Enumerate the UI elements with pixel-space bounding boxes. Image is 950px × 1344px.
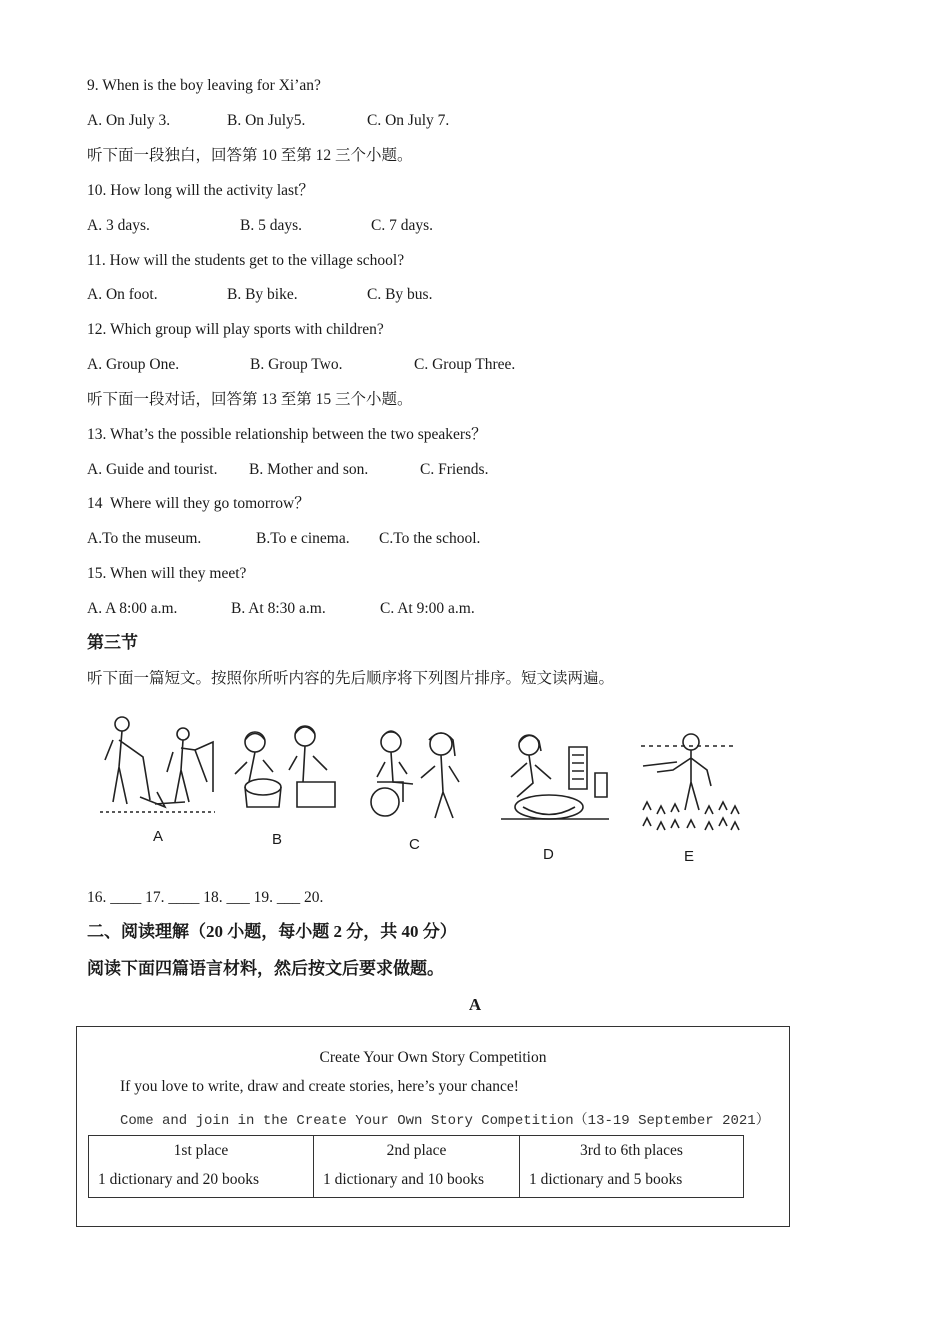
picture-label-a: A — [153, 828, 164, 845]
option-b: B. Mother and son. — [249, 461, 369, 478]
prize-place: 3rd to 6th places — [580, 1142, 683, 1159]
prize-cell — [89, 1136, 314, 1198]
section3-description: 听下面一篇短文。按照你所听内容的先后顺序将下列图片排序。短文读两遍。 — [87, 670, 615, 687]
option-a: A. Group One. — [87, 356, 180, 373]
picture-d-washing — [497, 727, 612, 829]
prize-place: 2nd place — [386, 1142, 447, 1159]
option-c: C.To the school. — [379, 530, 481, 547]
option-c: C. On July 7. — [367, 112, 450, 129]
part2-title: 二、阅读理解（20 小题，每小题 2 分，共 40 分） — [87, 922, 457, 941]
question-12: 12. Which group will play sports with children? — [87, 321, 384, 338]
option-a: A.To the museum. — [87, 530, 202, 547]
question-15: 15. When will they meet? — [87, 565, 247, 582]
dialogue-instruction: 听下面一段对话，回答第 13 至第 15 三个小题。 — [87, 391, 413, 408]
option-a: A. Guide and tourist. — [87, 461, 218, 478]
monologue-instruction: 听下面一段独白，回答第 10 至第 12 三个小题。 — [87, 147, 413, 164]
picture-label-d: D — [543, 846, 554, 863]
picture-c-wheelchair — [363, 722, 468, 824]
option-b: B. Group Two. — [250, 356, 343, 373]
notice-intro: If you love to write, draw and create stories, here’s your chance! — [120, 1078, 519, 1095]
option-c: C. By bus. — [367, 286, 433, 303]
prize-reward: 1 dictionary and 20 books — [98, 1171, 260, 1188]
picture-label-c: C — [409, 836, 420, 853]
option-c: C. At 9:00 a.m. — [380, 600, 475, 617]
option-b: B. At 8:30 a.m. — [231, 600, 326, 617]
picture-b-cooking — [227, 712, 342, 814]
prize-place: 1st place — [173, 1142, 229, 1159]
competition-notice — [76, 1026, 790, 1227]
option-c: C. Friends. — [420, 461, 489, 478]
option-a: A. On July 3. — [87, 112, 171, 129]
option-b: B.To e cinema. — [256, 530, 350, 547]
passage-label: A — [468, 995, 482, 1014]
option-b: B. 5 days. — [240, 217, 302, 234]
prizes-table — [88, 1135, 744, 1198]
question-11: 11. How will the students get to the village school? — [87, 252, 405, 269]
notice-dates: Come and join in the Create Your Own Story Competition（13-19 September 2021） — [120, 1113, 770, 1129]
option-c: C. 7 days. — [371, 217, 433, 234]
option-b: B. On July5. — [227, 112, 306, 129]
picture-label-b: B — [272, 831, 283, 848]
option-c: C. Group Three. — [414, 356, 516, 373]
answer-blanks: 16. ____ 17. ____ 18. ___ 19. ___ 20. — [87, 889, 324, 906]
prize-cell — [520, 1136, 744, 1198]
picture-label-e: E — [684, 848, 695, 865]
question-14: 14 Where will they go tomorrow？ — [87, 495, 310, 512]
part2-description: 阅读下面四篇语言材料，然后按文后要求做题。 — [87, 959, 444, 978]
question-9: 9. When is the boy leaving for Xi’an? — [87, 77, 321, 94]
table-row — [89, 1136, 744, 1198]
option-a: A. 3 days. — [87, 217, 150, 234]
option-b: B. By bike. — [227, 286, 298, 303]
question-13: 13. What’s the possible relationship between the two speakers？ — [87, 426, 487, 443]
section3-title: 第三节 — [87, 633, 138, 652]
prize-reward: 1 dictionary and 10 books — [323, 1171, 485, 1188]
picture-a-sweeping — [95, 712, 220, 814]
picture-e-planting — [637, 730, 742, 835]
option-a: A. A 8:00 a.m. — [87, 600, 178, 617]
notice-title: Create Your Own Story Competition — [319, 1049, 547, 1066]
option-a: A. On foot. — [87, 286, 158, 303]
prize-reward: 1 dictionary and 5 books — [529, 1171, 683, 1188]
prize-cell — [314, 1136, 520, 1198]
question-10: 10. How long will the activity last？ — [87, 182, 314, 199]
